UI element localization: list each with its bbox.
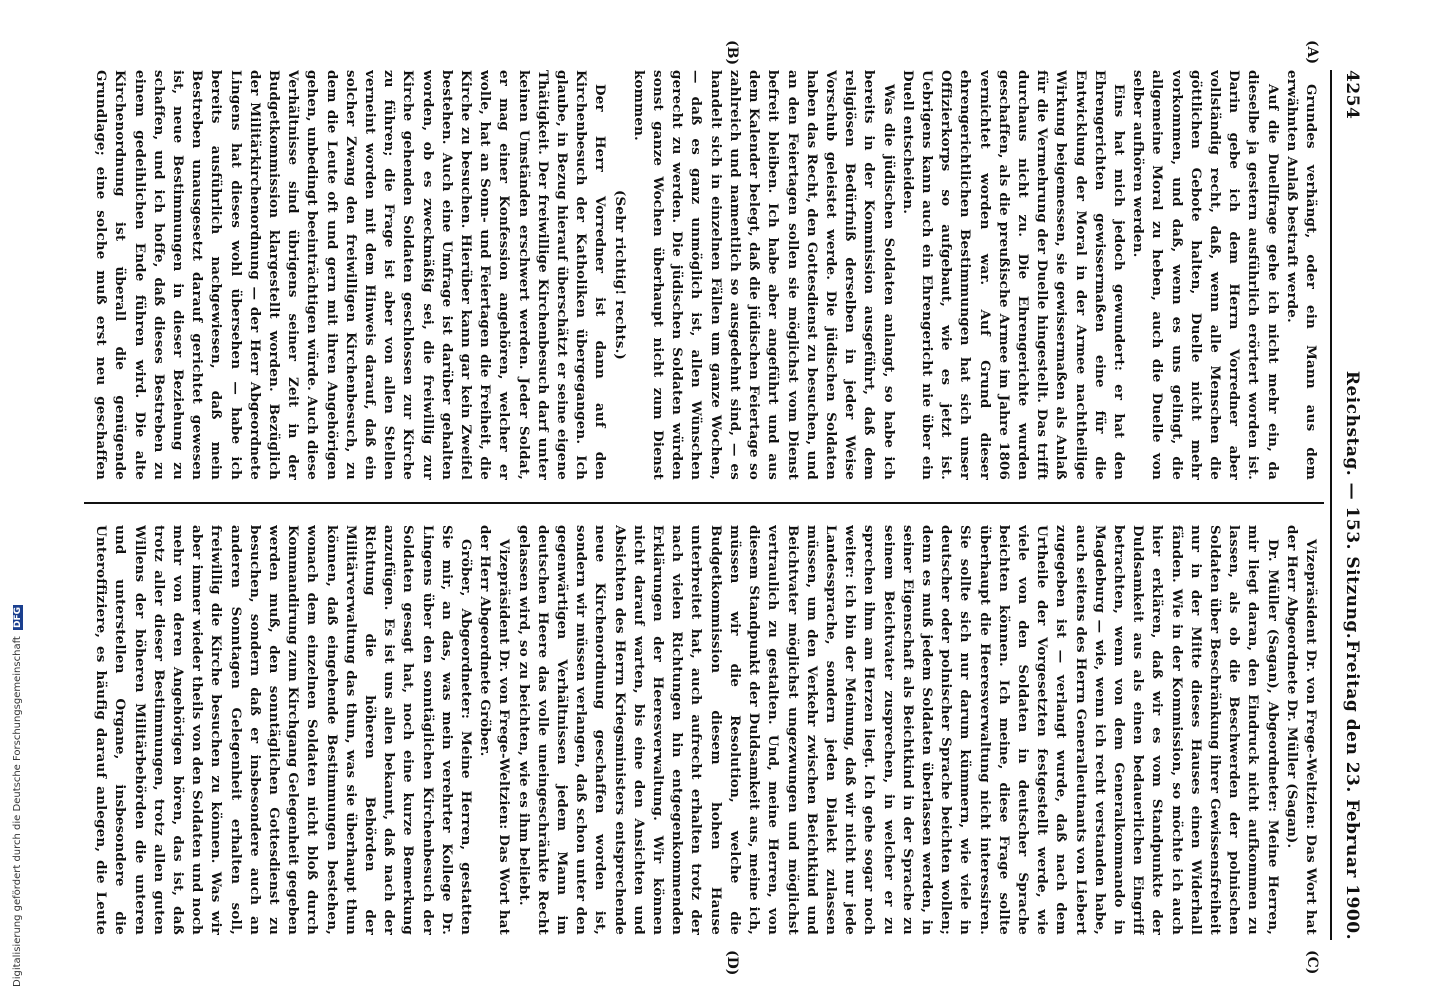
page-header [1330, 70, 1372, 940]
paragraph: Auf die Duellfrage gehe ich nicht mehr ein, da dieselbe ja gestern ausführlich erörtert worden ist. Darin gebe ich dem Herrn Vorredner aber vollständig recht, daß, wenn alle Menschen die göttlichen Gebote halten, Duelle nicht mehr vorkommen, und daß, wenn es uns gelingt, die allgemeine Moral zu heben, auch die Duelle von selber aufhören werden. [1130, 70, 1281, 480]
paragraph: Grundes verhängt, oder ein Mann aus dem erwähnten Anlaß bestraft werde. [1283, 70, 1319, 480]
paragraph: Vizepräsident Dr. von Frege-Weltzien: Das Wort hat der Herr Abgeordnete Gröber. [477, 525, 513, 935]
paragraph: Was die jüdischen Soldaten anlangt, so habe ich bereits in der Kommission ausgeführt, daß dem religiösen Bedürfniß derselben in jeder Weise Vorschub geleistet werde. Die jüdischen Soldaten haben das Recht, den Gottesdienst zu besuchen, und an den Feiertagen sollen sie möglichst vom Dienst befreit bleiben. Ich habe aber angeführt und aus dem Kalender belegt, daß die jüdischen Feiertage so zahlreich und namentlich so ausgedehnt sind, — es handelt sich in einzelnen Fällen um ganze Wochen, — daß es ganz unmöglich ist, allen Wünschen gerecht zu werden. Die jüdischen Soldaten würden sonst ganze Wochen überhaupt nicht zum Dienst kommen. [630, 70, 897, 480]
interjection: (Sehr richtig! rechts.) [611, 190, 628, 360]
text-columns [90, 70, 1320, 940]
header-title: Reichstag. — 153. Sitzung. [1342, 370, 1362, 640]
right-column [90, 525, 1320, 935]
margin-letter-a: (A) [1304, 40, 1320, 65]
margin-letter-d: (D) [724, 950, 740, 976]
margin-letter-c: (C) [1304, 950, 1320, 975]
digitization-text: Digitalisierung gefördert durch die Deutsche Forschungsgemeinschaft [12, 636, 23, 987]
rotated-page [40, 0, 1420, 1000]
paragraph: Der Herr Vorredner ist dann auf den Kirchenbesuch der Katholiken übergegangen. Ich glaube, in Bezug hierauf überschätzt er seine eigene Thätigkeit. Der freiwillige Kirchenbesuch darf unter keinen Umständen erschwert werden. Jeder Soldat, er mag einer Konfession angehören, welcher er wolle, hat an Sonn- und Feiertagen die Freiheit, die Kirche zu besuchen. Hierüber kann gar kein Zweifel bestehen. Auch eine Umfrage ist darüber gehalten worden, ob es zweckmäßig sei, die freiwillig zur Kirche gehenden Soldaten geschlossen zur Kirche zu führen; die Frage ist aber von allen Stellen verneint worden mit dem Hinweis darauf, daß ein solcher Zwang den freiwilligen Kirchenbesuch, zu dem die Leute oft und gern mit ihren Angehörigen gehen, unbedingt beeinträchtigen würde. Auch diese Verhältnisse sind übrigens seiner Zeit in der Budgetkommission klargestellt worden. Bezüglich der Militärkirchenordnung — der Herr Abgeordnete Lingens hat dieses wohl übersehen — habe ich bereits ausführlich nachgewiesen, daß mein Bestreben unausgesetzt darauf gerichtet gewesen ist, neue Bestimmungen in dieser Beziehung zu schaffen, und ich hoffe, daß dieses Bestreben zu einem gedeihlichen Ende führen wird. Die alte Kirchenordnung ist überall die genügende Grundlage; eine solche muß erst neu geschaffen [93, 70, 609, 480]
left-column [90, 70, 1320, 480]
paragraph: Vizepräsident Dr. von Frege-Weltzien: Das Wort hat der Herr Abgeordnete Dr. Müller (Sagan). [1283, 525, 1319, 935]
column-divider [84, 502, 1324, 504]
page-number: 4254 [1342, 70, 1362, 120]
paragraph: Dr. Müller (Sagan), Abgeordneter: Meine Herren, mir liegt daran, den Eindruck nicht aufkommen zu lassen, als ob die Beschwerden der polnischen Soldaten über Beschränkung ihrer Gewissensfreiheit nur in der Mitte dieses Hauses einen Widerhall fänden. Wie in der Kommission, so möchte ich auch hier erklären, daß wir es vom Standpunkte der Duldsamkeit aus als einen bedauerlichen Eingriff betrachten, wenn von dem Generalkommando in Magdeburg — wie, wenn ich recht verstanden habe, auch seitens des Herrn Generalleutnants von Liebert zugegeben ist — verlangt wurde, daß nach dem Urtheile der Vorgesetzten festgestellt werde, wie viele von den Soldaten in deutscher Sprache beichten können. Ich meine, diese Frage sollte überhaupt die Heeresverwaltung nicht interessiren. Sie sollte sich nur darum kümmern, wie viele in deutscher oder polnischer Sprache beichten wollen; denn es muß jedem Soldaten überlassen werden, in seiner Eigenschaft als Beichtkind in der Sprache zu seinem Beichtvater zusprechen, in welcher er zu sprechen ihm am Herzen liegt. Ich gehe sogar noch weiter: ich bin der Meinung, daß wir nicht nur jede Landessprache, sondern jeden Dialekt zulassen müssen, um den Verkehr zwischen Beichtkind und Beichtvater möglichst ungezwungen und möglichst vertraulich zu gestalten. Und, meine Herren, von diesem Standpunkt der Duldsamkeit aus, meine ich, müssen wir die Resolution, welche die Budgetkommission diesem hohen Hause unterbreitet hat, auch aufrecht erhalten trotz der nach vielen Richtungen hin entgegenkommenden Erklärungen der Heeresverwaltung. Wir können nicht darauf warten, bis eine den Ansichten und Absichten des Herrn Kriegsministers entsprechende neue Kirchenordnung geschaffen worden ist, sondern wir müssen verlangen, daß schon unter den gegenwärtigen Verhältnissen jedem Mann im deutschen Heere das volle uneingeschränkte Recht gelassen wird, so zu beichten, wie es ihm beliebt. [515, 525, 1281, 935]
paragraph: Gröber, Abgeordneter: Meine Herren, gestatten Sie mir, an das, was mein verehrter Kollege Dr. Lingens über den sonntäglichen Kirchenbesuch der Soldaten gesagt hat, noch eine kurze Bemerkung anzufügen. Es ist uns allen bekannt, daß nach der Richtung die höheren Behörden der Militärverwaltung das thun, was sie überhaupt thun können, daß eingehende Bestimmungen bestehen, wonach dem einzelnen Soldaten nicht bloß durch Kommandirung zum Kirchgang Gelegenheit gegeben werden muß, den sonntäglichen Gottesdienst zu besuchen, sondern daß er insbesondere auch an anderen Sonntagen Gelegenheit erhalten soll, freiwillig die Kirche besuchen zu können. Was wir aber immer wieder theils von den Soldaten und noch mehr von deren Angehörigen hören, das ist, daß trotz aller dieser Bestimmungen, trotz allen guten Willens der höheren Militärbehörden die unteren und unterstellen Organe, insbesondere die Unteroffiziere, es häufig darauf anlegen, die Leute [93, 525, 475, 935]
digitization-note [12, 0, 23, 987]
header-date: Freitag den 23. Februar 1900. [1342, 640, 1362, 940]
margin-letter-b: (B) [724, 40, 740, 66]
paragraph: Eins hat mich jedoch gewundert: er hat den Ehrengerichten gewissermaßen eine für die Entwicklung der Moral in der Armee nachtheilige Wirkung beigemessen, sie gewissermaßen als Anlaß für die Vermehrung der Duelle hingestellt. Das trifft durchaus nicht zu. Die Ehrengerichte wurden geschaffen, als die preußische Armee im Jahre 1806 vernichtet worden war. Auf Grund dieser ehrengerichtlichen Bestimmungen hat sich unser Offizierkorps so aufgebaut, wie es jetzt ist. Uebrigens kann auch ein Ehrengericht nie über ein Duell entscheiden. [899, 70, 1127, 480]
dfg-logo: DFG [13, 606, 23, 628]
